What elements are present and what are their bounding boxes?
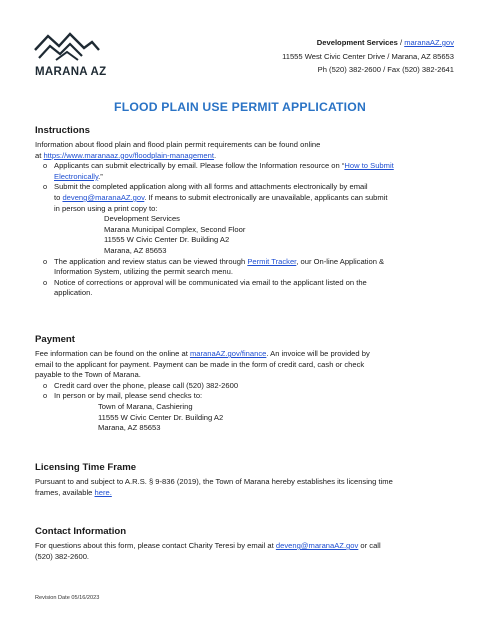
revision-date: Revision Date 05/16/2023	[35, 595, 100, 601]
instructions-heading: Instructions	[35, 125, 90, 136]
address-line: Marana, AZ 85653	[98, 423, 161, 433]
electronically-link[interactable]: Electronically	[54, 171, 99, 181]
intro-line-1: Information about flood plain and flood plain permit requirements can be found online	[35, 140, 321, 149]
instructions-intro	[35, 140, 455, 161]
contact-text: or call	[358, 541, 381, 550]
bullet-text: o Submit the completed application along with all forms and attachments electronically by email	[54, 182, 368, 192]
dev-services-address	[54, 214, 455, 256]
header-contact	[282, 36, 454, 77]
contact-email-link[interactable]: deveng@maranaAZ.gov	[275, 541, 359, 550]
payment-text: email to the applicant for payment. Payment can be made in the form of credit card, cash or check	[35, 359, 365, 369]
licensing-here-link[interactable]: here.	[94, 487, 112, 497]
floodplain-link[interactable]: https://www.maranaaz.gov/floodplain-management	[43, 150, 214, 160]
website-link[interactable]: maranaAZ.gov	[404, 38, 454, 47]
bullet-text: Applicants can submit electrically by email. Please follow the Information resource on “	[54, 161, 345, 171]
bullet-text: o Credit card over the phone, please call (520) 382-2600	[54, 380, 239, 390]
permit-tracker-link[interactable]: Permit Tracker	[247, 256, 297, 266]
payment-text: Fee information can be found on the online at	[35, 349, 190, 358]
contact-heading: Contact Information	[35, 526, 127, 537]
address-line: 11555 W Civic Center Dr. Building A2	[104, 235, 230, 245]
bullet-text: . If means to submit electronically are unavailable, applicants can submit	[144, 192, 388, 202]
licensing-section	[35, 462, 455, 498]
payment-text: . An invoice will be provided by	[266, 349, 370, 358]
address-line: Marana, AZ 85653	[104, 245, 167, 255]
bullet-status	[35, 257, 455, 278]
dept-name: Development Services	[316, 38, 398, 47]
payment-section	[35, 334, 455, 434]
header-dept-line	[282, 36, 454, 50]
address-line: 11555 W Civic Center Dr. Building A2	[98, 412, 224, 422]
bullet-text: o In person or by mail, please send checks to:	[54, 391, 203, 401]
contact-text: (520) 382-2600.	[35, 551, 90, 561]
page-title: FLOOD PLAIN USE PERMIT APPLICATION	[114, 100, 366, 114]
how-to-submit-link[interactable]: How to Submit	[344, 161, 394, 171]
payment-text: payable to the Town of Marana.	[35, 370, 141, 380]
bullet-text: .”	[98, 171, 103, 181]
contact-section	[35, 526, 455, 562]
header-address: 11555 West Civic Center Drive / Marana, AZ 85653	[282, 51, 454, 61]
cashiering-address	[54, 402, 455, 434]
bullet-text: The application and review status can be viewed through	[54, 256, 248, 266]
header-phone: Ph (520) 382-2600 / Fax (520) 382-2641	[317, 65, 454, 75]
bullet-text: application.	[54, 288, 93, 298]
bullet-submit-email	[35, 161, 455, 182]
contact-text: For questions about this form, please contact Charity Teresi by email at	[35, 541, 276, 550]
logo-wordmark: MARANA AZ	[35, 66, 107, 78]
payment-heading: Payment	[35, 334, 75, 345]
licensing-heading: Licensing Time Frame	[35, 462, 137, 473]
address-line: Town of Marana, Cashiering	[98, 401, 193, 411]
licensing-text: frames, available	[35, 487, 95, 497]
bullet-text: o Notice of corrections or approval will be communicated via email to the applicant listed on the	[54, 277, 367, 287]
bullet-text: , our On-line Application &	[296, 256, 385, 266]
address-line: Development Services	[104, 214, 180, 224]
licensing-text: Pursuant to and subject to A.R.S. § 9-836 (2019), the Town of Marana hereby establishes its licensing time	[35, 477, 393, 486]
finance-link[interactable]: maranaAZ.gov/finance	[189, 349, 267, 358]
intro-prefix: at	[35, 150, 44, 160]
instructions-section	[35, 125, 455, 299]
intro-period: .	[213, 150, 217, 160]
bullet-text: Information System, utilizing the permit search menu.	[54, 267, 233, 277]
intro-line-2	[35, 151, 455, 162]
bullet-in-person	[35, 391, 455, 433]
bullet-text: to	[54, 192, 63, 202]
bullet-notice	[35, 278, 455, 299]
address-line: Marana Municipal Complex, Second Floor	[104, 224, 246, 234]
deveng-email-link[interactable]: deveng@maranaAZ.gov	[62, 192, 145, 202]
bullet-submit-application	[35, 182, 455, 256]
bullet-text: in person using a print copy to:	[54, 203, 158, 213]
dept-separator: /	[397, 38, 405, 47]
bullet-credit-card	[35, 381, 455, 392]
